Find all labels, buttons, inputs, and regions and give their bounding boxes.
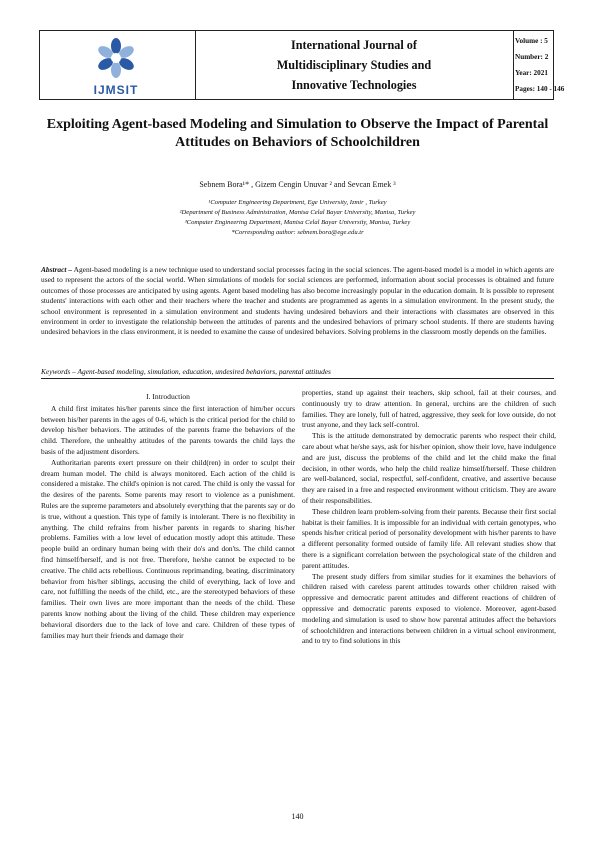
abstract [41,265,554,338]
paragraph: The present study differs from similar studies for it examines the behaviors of children raised with careless parent attitudes towards other children raised with oppressive and democratic parent attitudes and different reactions of children of oppressive and democratic parents exposed to violence. Moreover, agent-based modeling and simulation is used to show how parental attitudes affect the behaviors of schoolchildren and interactions between children in a virtual school environment, and to try to find solutions in this [302,571,556,646]
paragraph: A child first imitates his/her parents since the first interaction of him/her occurs between his/her parents in the ages of 0-6, which is the critical period for the child to develop his/her behaviors. The attitudes of the parents frame the behaviors of the child. Therefore, the unhealthy attitudes of the parents towards the child lays the basis of the adjustment disorders. [41,403,295,456]
journal-line: Multidisciplinary Studies and [276,58,432,72]
journal-line: Innovative Technologies [291,78,417,92]
keywords: Keywords – Agent-based modeling, simulation, education, undesired behaviors, parental attitudes [41,367,331,376]
author-list: Sebnem Bora¹* , Gizem Cengin Unuvar ² and Sevcan Emek ³ [199,180,396,189]
affiliation: ¹Computer Engineering Department, Ege University, Izmir , Turkey [208,199,387,206]
journal-name [195,31,514,99]
paragraph: Authoritarian parents exert pressure on their child(ren) in order to sculpt their dream human model. The child is always monitored. Each action of the child is considered a mistake. The child's opinion is not cared. The child is only the vassal for the desires of the parents. Some parents may resort to violence as a punishment. Rules are the supreme parameters and absolutely everything that the parents say or do is true, without a question. This type of family is intolerant. There is no flexibility in anything. The child refrains from his/her parents in regards to sharing his/her problems. Families with a low level of education mostly adopt this attitude. These people build an ordinary human being with their do's and don'ts. The child cannot find himself/herself, and is not free. Therefore, he/she cannot be expected to be creative. The child acts rebellious. Continuous reprimanding, beating, discriminatory behavior from his/her siblings, accusing the child of everything, lack of love and care, not fulfilling the needs of the child, etc., are the stereotyped behaviors of these families. Their own lives are more important than the needs of the child. These parents know nothing about the living of the child. These children may experience behavioral disorders due to the lack of love and care. Children of these types of families may hurt their friends and damage their [41,457,295,640]
paragraph: This is the attitude demonstrated by democratic parents who respect their child, care about what he/she says, ask for his/her opinion, show their love, have indulgence and are just, discuss the problems of the child and let the child make the final decision, in other words, who help the child realize himself/herself. These children are well-balanced, social, respectful, self-confident, creative, and assertive because they are raised in a free and respected environment without criticism. They are aware of their responsibilities. [302,431,556,505]
issue-meta [513,31,565,99]
paragraph: These children learn problem-solving from their parents. Because their first social habitat is their families. It is impossible for an individual with certain genotypes, who spends his/her critical period of personality development with his/her parents to have a different personality formed outside of family life. All relevant studies show that there is a significant correlation between the psychological state of the children and parent attitudes. [302,506,556,570]
paragraph: properties, stand up against their teachers, skip school, fail at their courses, and continuously try to draw attention. In general, urchins are the children of such families. They are lonely, full of hatred, aggressive, they seek for love outside, do not trust anyone, and they lack self-control. [302,388,556,430]
corresponding-author: *Corresponding author: sebnem.bora@ege.edu.tr [231,229,364,236]
page-number: 140 [291,812,304,821]
pages: Pages: 140 - 146 [515,85,565,93]
abstract-label: Abstract – [41,265,73,274]
journal-logo [40,31,196,99]
right-column [302,388,556,647]
divider [41,378,554,379]
affiliation: ²Department of Business Administration, Manisa Celal Bayar University, Manisa, Turkey [179,209,416,216]
number: Number: 2 [515,53,549,61]
ijmsit-logo-icon [40,31,195,99]
left-column [41,392,295,641]
affiliation: ³Computer Engineering Department, Manisa Celal Bayar University, Manisa, Turkey [184,219,411,226]
affiliations [40,198,555,238]
year: Year: 2021 [515,69,548,77]
journal-header [39,30,565,100]
abstract-text: Agent-based modeling is a new technique used to understand social processes facing in the social sciences. The agent-based model is a model in which agents are used to represent the actors of the social world. When simulations of models for social sciences are performed, information about social processes is obtained and future outcomes of those processes are anticipated by using agents. Agent based modeling has also become increasingly popular in the education domain. It is possible to represent students' interactions with each other and their teachers where the teacher and students are programmed as agents in a simulation environment. In the present study, the school environment is represented in a simulation environment and students having undesired behaviors and their interactions with classmates are observed in this environment in order to investigate the relationship between the attitudes of parents and the undesired behaviors of primary school students. If there are students having undesired behaviors in the class environment, it is needed to examine the cause of undesired behaviors. Solving problems in the classroom mostly depends on the families. [41,265,554,337]
volume: Volume : 5 [515,37,548,45]
section-heading: I. Introduction [146,392,190,401]
paper-title: Exploiting Agent-based Modeling and Simulation to Observe the Impact of Parental Attitudes on Behaviors of Schoolchildren [46,117,549,150]
journal-line: International Journal of [291,38,417,52]
logo-text: IJMSIT [93,83,139,97]
